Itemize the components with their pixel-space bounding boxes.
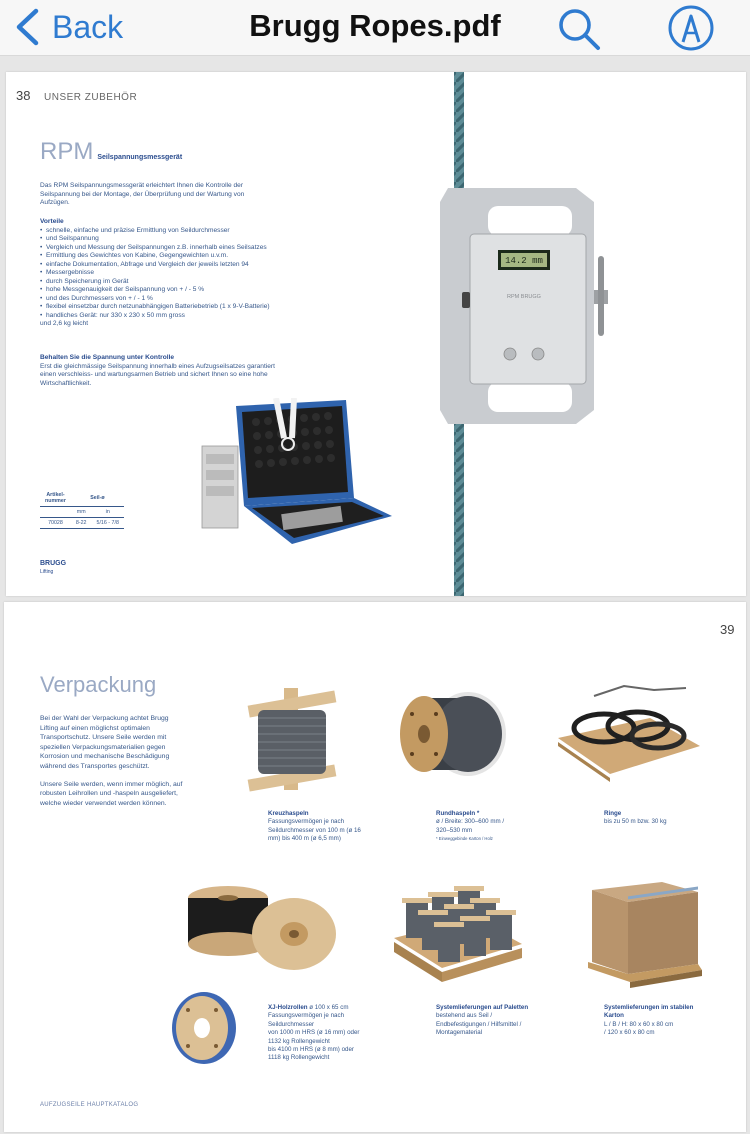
- device-display-value: 14.2 mm: [505, 256, 543, 266]
- text-line: Das RPM Seilspannungsmessgerät erleichtert Ihnen die Kontrolle der: [40, 182, 244, 189]
- rundhaspel-image: [394, 688, 514, 788]
- list-item: • flexibel einsetzbar durch netzunabhängigen Batteriebetrieb (1 x 9-V-Batterie): [40, 303, 340, 312]
- ringe-image: [554, 682, 704, 782]
- list-item-continued: [40, 235, 340, 244]
- section-title: UNSER ZUBEHÖR: [44, 92, 138, 103]
- table-cell: 8-22: [71, 518, 92, 529]
- caption-title: Kreuzhaspeln: [268, 810, 309, 817]
- product-heading-big: RPM: [40, 138, 94, 165]
- page-number: 38: [16, 88, 31, 103]
- pdf-page-38[interactable]: [6, 72, 746, 596]
- pdf-page-39[interactable]: [4, 602, 746, 1132]
- text-line: mm) bis 400 m (ø 6,5 mm): [268, 835, 341, 843]
- text-line: Bei der Wahl der Verpackung achtet Brugg: [40, 715, 169, 722]
- text-line: robusten Leihrollen und -haspeln ausgeliefert,: [40, 790, 178, 798]
- text-line: / 120 x 60 x 80 cm: [604, 1029, 655, 1037]
- text-line: Transportschutz. Unsere Seile werden mit: [40, 734, 167, 742]
- tension-title: Behalten Sie die Spannung unter Kontrolle: [40, 354, 175, 361]
- caption-title: Karton: [604, 1012, 624, 1020]
- text-line: 1132 kg Rollengewicht: [268, 1037, 330, 1045]
- back-button[interactable]: [14, 8, 123, 46]
- text-line: Aufzügen.: [40, 199, 70, 206]
- rpm-case-image: [196, 398, 396, 550]
- text-line: bestehend aus Seil /: [436, 1012, 493, 1020]
- intro-text: [40, 714, 220, 808]
- text-line: Seildurchmesser: [268, 1020, 315, 1028]
- text-line: Endbefestigungen / Hilfsmittel /: [436, 1020, 522, 1028]
- text-line: Korrosion und mechanische Beschädigung: [40, 753, 170, 761]
- search-icon: [556, 6, 602, 52]
- search-button[interactable]: [556, 6, 602, 52]
- text-line: speziellen Verpackungsmaterialien gegen: [40, 743, 166, 751]
- text-line: Wirtschaftlichkeit.: [40, 379, 92, 387]
- text-line: und des Durchmessers von + / - 1 %: [46, 294, 153, 302]
- text-line: Seildurchmesser von 100 m (ø 16: [268, 826, 361, 834]
- rpm-device-image: [426, 72, 626, 596]
- list-item: • Ermittlung des Gewichtes von Kabine, Gegengewichten u.v.m.: [40, 252, 340, 261]
- product-heading: [40, 138, 182, 166]
- caption-kreuzhaspeln: [268, 810, 398, 844]
- text-line: einen verschleiss- und wartungsarmen Betrieb und sichert Ihnen so eine hohe: [40, 371, 268, 378]
- text-line: Lifting auf einen möglichst optimalen: [40, 724, 150, 732]
- caption-title-suffix: ø 100 x 65 cm: [307, 1004, 349, 1011]
- footnote: * Einweggebinde Karton / Holz: [436, 836, 493, 842]
- table-cell: in: [92, 507, 124, 518]
- text-line: Fassungsvermögen je nach: [268, 1012, 345, 1020]
- list-item: • handliches Gerät: nur 330 x 230 x 50 mm gross: [40, 312, 340, 321]
- caption-xj-holzrollen: [268, 1004, 408, 1063]
- table-header: Seil-ø: [71, 490, 124, 507]
- text-line: von 1000 m HRS (ø 16 mm) oder: [268, 1029, 360, 1037]
- text-line: durch Speicherung im Gerät: [46, 277, 129, 285]
- caption-title: Ringe: [604, 810, 622, 817]
- table-cell: mm: [71, 507, 92, 518]
- table-cell: [40, 507, 71, 518]
- caption-karton: [604, 1004, 734, 1038]
- text-line: bis 4100 m HRS (ø 8 mm) oder: [268, 1046, 354, 1054]
- text-line: während des Transportes geschützt.: [40, 762, 150, 770]
- markup-pen-icon: [667, 4, 715, 52]
- markup-button[interactable]: [667, 4, 715, 52]
- table-header: Artikel- nummer: [40, 490, 71, 507]
- caption-title: Systemlieferungen auf Paletten: [436, 1004, 529, 1011]
- text-line: L / B / H: 80 x 60 x 80 cm: [604, 1020, 674, 1028]
- list-item: • schnelle, einfache und präzise Ermittlung von Seildurchmesser: [40, 227, 340, 236]
- caption-title: Systemlieferungen im stabilen: [604, 1004, 694, 1011]
- caption-title: Rundhaspeln *: [436, 810, 480, 817]
- page-number: 39: [720, 622, 735, 637]
- text-line: 320–530 mm: [436, 826, 473, 834]
- navigation-bar: [0, 0, 750, 56]
- text-line: und 2,6 kg leicht: [40, 320, 89, 327]
- text-line: Seilspannung bei der Montage, der Überprüfung und der Wartung von: [40, 190, 245, 198]
- brand-subtitle: Lifting: [40, 569, 54, 575]
- list-item-continued: [40, 269, 340, 278]
- list-item-continued: [40, 278, 340, 287]
- text-line: 1118 kg Rollengewicht: [268, 1054, 330, 1062]
- karton-image: [588, 878, 708, 988]
- tension-block: [40, 354, 340, 388]
- text-line: Montagematerial: [436, 1029, 483, 1037]
- kreuzhaspel-image: [244, 684, 344, 794]
- brand-logo: BRUGG: [40, 560, 67, 567]
- list-item: • Vergleich und Messung der Seilspannungen z.B. innerhalb eines Seilsatzes: [40, 244, 340, 253]
- list-item: • hohe Messgenauigkeit der Seilspannung von + / - 5 %: [40, 286, 340, 295]
- caption-rundhaspeln: [436, 810, 566, 844]
- document-title: Brugg Ropes.pdf: [249, 8, 501, 43]
- chevron-left-icon: [14, 8, 40, 46]
- list-item: • einfache Dokumentation, Abfrage und Vergleich der jeweils letzten 94: [40, 261, 340, 270]
- device-brand: RPM BRUGG: [507, 294, 541, 300]
- page-title: Verpackung: [40, 672, 157, 697]
- paletten-image: [388, 878, 528, 988]
- text-line: ø / Breite: 300–600 mm /: [436, 818, 505, 826]
- text-line: Messergebnisse: [46, 269, 95, 276]
- text-line: und Seilspannung: [46, 235, 99, 242]
- article-table: [40, 490, 124, 529]
- text-line: welche wieder verwendet werden können.: [40, 799, 167, 807]
- text-line: Fassungsvermögen je nach: [268, 818, 345, 826]
- table-cell: 70028: [40, 518, 71, 529]
- text-line: bis zu 50 m bzw. 30 kg: [604, 818, 667, 826]
- caption-title: XJ-Holzrollen: [268, 1004, 308, 1011]
- back-label: Back: [52, 8, 124, 45]
- caption-ringe: [604, 810, 724, 827]
- text-line: Erst die gleichmässige Seilspannung innerhalb eines Aufzugseilsatzes garantiert: [40, 362, 275, 370]
- list-item-continued: [40, 295, 340, 304]
- table-cell: 5/16 - 7/8: [92, 518, 124, 529]
- advantages-block: [40, 218, 340, 329]
- text-line: Unsere Seile werden, wenn immer möglich, auf: [40, 780, 183, 788]
- table-row: [40, 518, 124, 529]
- product-heading-small: Seilspannungsmessgerät: [97, 154, 183, 161]
- caption-paletten: [436, 1004, 576, 1038]
- advantages-title: Vorteile: [40, 218, 64, 225]
- intro-text: [40, 182, 330, 208]
- page-footer: AUFZUGSEILE HAUPTKATALOG: [40, 1102, 139, 1108]
